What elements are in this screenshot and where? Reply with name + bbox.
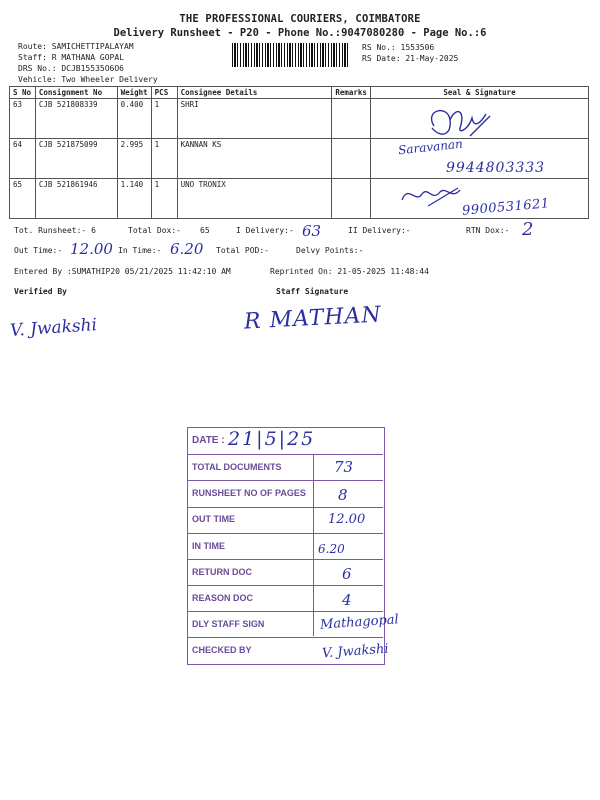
cell-consignee: UNO TRONIX: [177, 179, 332, 219]
stamp-value: Mathagopal: [319, 612, 400, 633]
cell-consignment: CJB 521875099: [35, 139, 117, 179]
cell-sno: 65: [10, 179, 36, 219]
col-header: Weight: [117, 87, 151, 99]
col-header: S No: [10, 87, 36, 99]
staff-signature-label: Staff Signature: [276, 287, 349, 296]
ii-delivery-label: II Delivery:-: [348, 226, 411, 235]
staff-signature: R MATHAN: [243, 302, 383, 335]
stamp-label: TOTAL DOCUMENTS: [192, 462, 282, 472]
signature-row-65: [398, 182, 468, 210]
cell-remarks: [332, 179, 371, 219]
cell-weight: 2.995: [117, 139, 151, 179]
stamp-value: 6.20: [318, 542, 345, 556]
cell-sno: 63: [10, 99, 36, 139]
runsheet-table: [9, 86, 589, 219]
cell-pcs: 1: [151, 139, 177, 179]
stamp-label: IN TIME: [192, 541, 225, 551]
company-name: THE PROFESSIONAL COURIERS, COIMBATORE: [179, 13, 421, 25]
cell-weight: 1.140: [117, 179, 151, 219]
cell-remarks: [332, 139, 371, 179]
stamp-column-divider: [313, 454, 314, 636]
stamp-value: 6: [342, 565, 352, 583]
stamp-value: 8: [338, 486, 348, 504]
verified-by-signature: V. Jwakshi: [9, 314, 98, 342]
stamp-label: REASON DOC: [192, 593, 254, 603]
verified-by-label: Verified By: [14, 287, 67, 296]
col-header: Consignee Details: [177, 87, 332, 99]
phone-row-64: 9944803333: [446, 160, 546, 176]
cell-consignment: CJB 521861946: [35, 179, 117, 219]
staff: Staff: R MATHANA GOPAL: [18, 53, 124, 62]
signature-row-63: [420, 100, 500, 142]
stamp-label: RUNSHEET NO OF PAGES: [192, 488, 306, 498]
rs-date: RS Date: 21-May-2025: [362, 54, 459, 63]
vehicle: Vehicle: Two Wheeler Delivery: [18, 75, 158, 84]
stamp-value: V. Jwakshi: [321, 641, 390, 662]
in-time-hand: 6.20: [170, 240, 204, 258]
col-header: Seal & Signature: [370, 87, 588, 99]
rtn-dox-hand: 2: [522, 219, 534, 240]
delvy-points-label: Delvy Points:-: [296, 246, 364, 255]
route: Route: SAMICHETTIPALAYAM: [18, 42, 134, 51]
entered-by: Entered By :SUMATHIP20 05/21/2025 11:42:10 AM: [14, 267, 231, 276]
stamp-label: OUT TIME: [192, 514, 235, 524]
stamp-date-hand: 21|5|25: [228, 428, 316, 450]
barcode: [232, 43, 350, 67]
cell-remarks: [332, 99, 371, 139]
drs-no: DRS No.: DCJB15535O6O6: [18, 64, 124, 73]
col-header: PCS: [151, 87, 177, 99]
in-time-label: In Time:-: [118, 246, 162, 255]
rtn-dox-label: RTN Dox:-: [466, 226, 510, 235]
table-header-row: [10, 87, 589, 99]
out-time-hand: 12.00: [70, 240, 113, 258]
col-header: Consignment No: [35, 87, 117, 99]
total-dox-label: Total Dox:-: [128, 226, 181, 235]
i-delivery-label: I Delivery:-: [236, 226, 294, 235]
stamp-label: CHECKED BY: [192, 645, 252, 655]
cell-consignee: SHRI: [177, 99, 332, 139]
signature-row-64: Saravanan: [397, 136, 464, 158]
cell-pcs: 1: [151, 99, 177, 139]
reprinted-on: Reprinted On: 21-05-2025 11:48:44: [270, 267, 429, 276]
stamp-value: 73: [334, 458, 354, 476]
cell-sno: 64: [10, 139, 36, 179]
table-row: [10, 99, 589, 139]
cell-consignee: KANNAN KS: [177, 139, 332, 179]
stamp-value: 12.00: [328, 512, 366, 527]
out-time-label: Out Time:-: [14, 246, 63, 255]
stamp-date-label: DATE :: [192, 435, 225, 446]
tot-runsheet: Tot. Runsheet:- 6: [14, 226, 96, 235]
total-dox-value: 65: [200, 226, 210, 235]
runsheet-title: Delivery Runsheet - P20 - Phone No.:9047080280 - Page No.:6: [113, 27, 487, 39]
i-delivery-hand: 63: [302, 222, 322, 240]
stamp-value: 4: [342, 591, 352, 609]
stamp-label: DLY STAFF SIGN: [192, 619, 265, 629]
cell-weight: 0.400: [117, 99, 151, 139]
stamp-label: RETURN DOC: [192, 567, 252, 577]
total-pod-label: Total POD:-: [216, 246, 269, 255]
rs-no: RS No.: 1553506: [362, 43, 435, 52]
cell-consignment: CJB 521808339: [35, 99, 117, 139]
cell-pcs: 1: [151, 179, 177, 219]
phone-row-65: 9900531621: [461, 196, 551, 219]
col-header: Remarks: [332, 87, 371, 99]
